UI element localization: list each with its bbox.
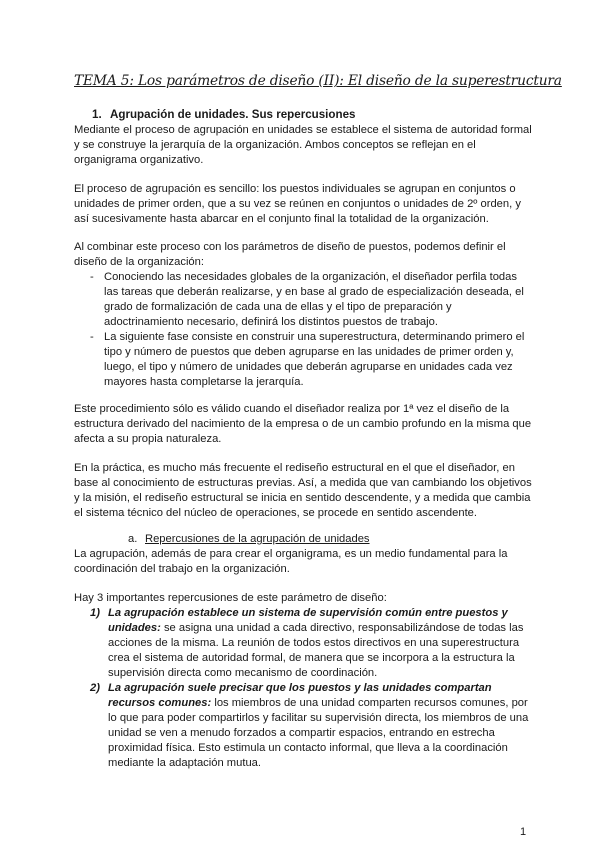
paragraph-6: La agrupación, además de para crear el organigrama, es un medio fundamental para la coordinación del trabajo en la organización. <box>74 548 508 575</box>
subsection-heading-a <box>128 532 370 547</box>
item-bold-lead: La agrupación suele precisar que los puestos y las unidades compartan recursos comunes: <box>108 682 492 709</box>
section-heading-1 <box>92 107 355 122</box>
dash-list-item-text: Conociendo las necesidades globales de la organización, el diseñador perfila todas las tareas que deberán realizarse, y en base al grado de especialización deseada, el grado de formalización de cada una de ellas y el tipo de preparación y adoctrinamiento necesario, definirá los distintos puestos de trabajo. <box>104 271 524 328</box>
item-number: 2) <box>90 682 100 694</box>
repercusiones-list <box>74 606 532 771</box>
paragraph-7: Hay 3 importantes repercusiones de este parámetro de diseño: <box>74 592 387 604</box>
dash-list <box>74 270 532 390</box>
paragraph-2: El proceso de agrupación es sencillo: los puestos individuales se agrupan en conjuntos o unidades de primer orden, que a su vez se reúnen en conjuntos o unidades de 2º orden, y así sucesivamente hasta abarcar en el conjunto final la totalidad de la organización. <box>74 183 521 225</box>
item-text: los miembros de una unidad comparten recursos comunes, por lo que para poder compartirlos y facilitar su supervisión directa, los miembros de una unidad se ven a menudo forzados a compartir espacios, entrando en estrecha proximidad física. Esto estimula un contacto informal, que lleva a la coordinación mediante la adaptación mutua. <box>108 697 529 769</box>
dash-list-item <box>74 270 532 330</box>
item-number: 1) <box>90 607 100 619</box>
item-bold-lead: La agrupación establece un sistema de supervisión común entre puestos y unidades: <box>108 607 508 634</box>
section-heading-text: Agrupación de unidades. Sus repercusiones <box>110 108 356 121</box>
subsection-letter: a. <box>128 533 138 545</box>
repercusion-item <box>74 606 532 681</box>
paragraph-3: Al combinar este proceso con los parámetros de diseño de puestos, podemos definir el diseño de la organización: <box>74 241 506 268</box>
dash-marker: - <box>90 331 94 343</box>
section-number: 1. <box>92 108 102 121</box>
paragraph-1: Mediante el proceso de agrupación en unidades se establece el sistema de autoridad formal y se construye la jerarquía de la organización. Ambos conceptos se reflejan en el organigrama organizativo. <box>74 124 532 166</box>
dash-marker: - <box>90 271 94 283</box>
dash-list-item-text: La siguiente fase consiste en construir una superestructura, determinando primero el tipo y número de puestos que deben agruparse en las unidades de primer orden y, luego, el tipo y número de unidades que deberán agruparse en unidades cada vez mayores hasta completarse la jerarquía. <box>104 331 525 388</box>
repercusion-item <box>74 681 532 771</box>
page-number: 1 <box>520 826 527 838</box>
subsection-heading-text: Repercusiones de la agrupación de unidades <box>145 533 370 545</box>
dash-list-item <box>74 330 532 390</box>
item-text: se asigna una unidad a cada directivo, responsabilizándose de todas las acciones de la misma. La reunión de todos estos directivos en una superestructura crea el sistema de autoridad formal, de manera que se incorpora a la estructura la supervisión directa como mecanismo de coordinación. <box>108 622 524 679</box>
paragraph-4: Este procedimiento sólo es válido cuando el diseñador realiza por 1ª vez el diseño de la estructura derivado del nacimiento de la empresa o de un cambio profundo en la misma que afecta a su propia naturaleza. <box>74 403 532 445</box>
paragraph-5: En la práctica, es mucho más frecuente el rediseño estructural en el que el diseñador, en base al conocimiento de estructuras previas. Así, a medida que van cambiando los objetivos y la misión, el rediseño estructural se inicia en sentido descendente, y a medida que cambia el sistema técnico del núcleo de operaciones, se procede en sentido ascendente. <box>74 462 532 519</box>
document-title: TEMA 5: Los parámetros de diseño (II): El diseño de la superestructura <box>74 73 562 89</box>
